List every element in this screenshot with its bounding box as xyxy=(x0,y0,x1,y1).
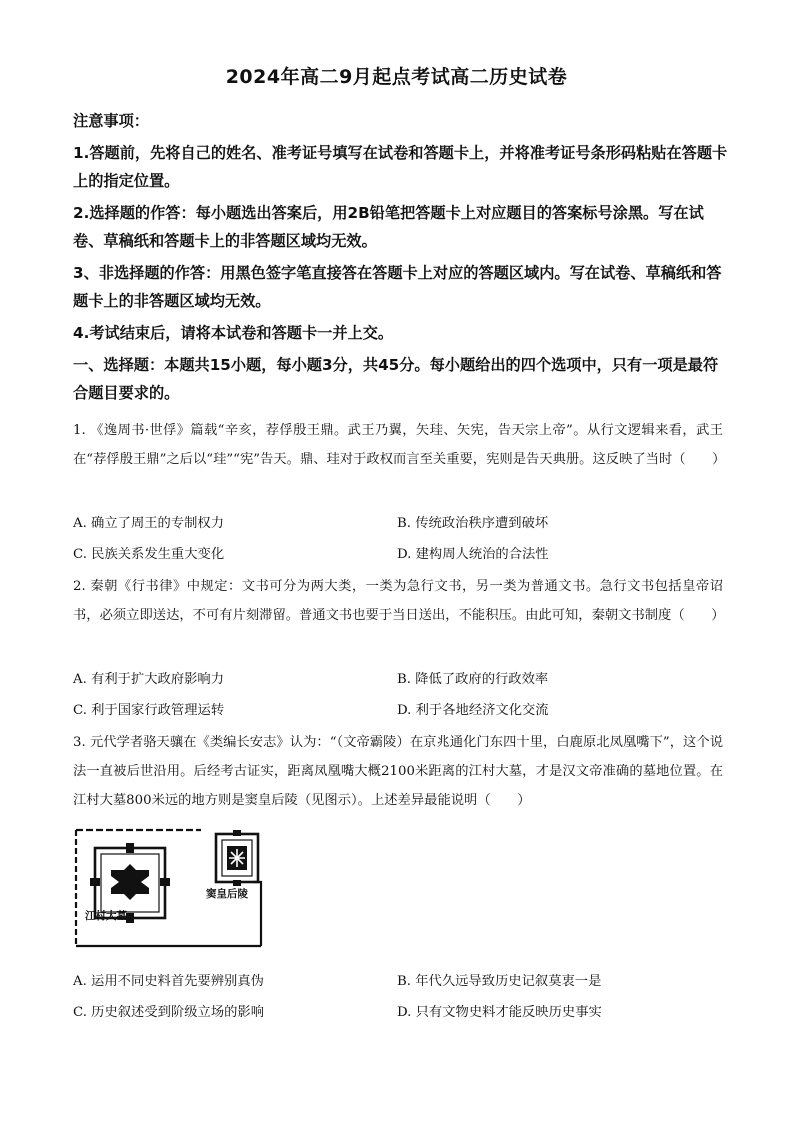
jiangcun-tomb-label: 江村大墓 xyxy=(85,910,127,922)
question-2-option-d: D. 利于各地经济文化交流 xyxy=(397,703,549,718)
question-1-option-a: A. 确立了周王的专制权力 xyxy=(73,516,225,531)
page-title: 2024年高二9月起点考试高二历史试卷 xyxy=(225,66,568,88)
question-2-option-b: B. 降低了政府的行政效率 xyxy=(397,672,549,687)
question-1-stem: 1. 《逸周书·世俘》篇载“辛亥，荐俘殷王鼎。武王乃翼，矢珪、矢宪，告天宗上帝”。从行文逻辑来看，武王在“荐俘殷王鼎”之后以“珪”“宪”告天。鼎、珪对于政权而言至关重要，宪则是告天典册。这反映了当时（ ） xyxy=(73,423,726,467)
question-3-options-row-1 xyxy=(73,970,723,990)
enclosure-right-wall xyxy=(253,882,261,946)
question-3-stem: 3. 元代学者骆天骧在《类编长安志》认为：“（文帝霸陵）在京兆通化门东四十里，白鹿原北凤凰嘴下”，这个说法一直被后世沿用。后经考古证实，距离凤凰嘴大概2100米距离的江村大墓，才是汉文帝准确的墓地位置。在江村大墓800米远的地方则是窦皇后陵（见图示）。上述差异最能说明（ ） xyxy=(73,735,723,808)
question-2-options-row-1 xyxy=(73,668,723,688)
question-1-option-d: D. 建构周人统治的合法性 xyxy=(397,547,549,562)
question-1-option-c: C. 民族关系发生重大变化 xyxy=(73,547,225,562)
question-1 xyxy=(73,416,726,474)
question-3-option-c: C. 历史叙述受到阶级立场的影响 xyxy=(73,1005,265,1020)
question-1-options-row-2 xyxy=(73,543,723,563)
empress-dou-tomb-label: 窦皇后陵 xyxy=(206,888,248,900)
question-3-options-row-2 xyxy=(73,1001,723,1021)
notice-item-1: 1.答题前，先将自己的姓名、准考证号填写在试卷和答题卡上，并将准考证号条形码粘贴在答题卡上的指定位置。 xyxy=(73,144,728,190)
notice-item-4: 4.考试结束后，请将本试卷和答题卡一并上交。 xyxy=(73,324,394,342)
question-2-stem: 2. 秦朝《行书律》中规定：文书可分为两大类，一类为急行文书，另一类为普通文书。急行文书包括皇帝诏书，必须立即送达，不可有片刻滞留。普通文书也要于当日送出，不能积压。由此可知，秦朝文书制度（ ） xyxy=(73,579,725,623)
notice-block xyxy=(73,107,728,407)
notice-item-3: 3、非选择题的作答：用黑色签字笔直接答在答题卡上对应的答题区域内。写在试卷、草稿纸和答题卡上的非答题区域均无效。 xyxy=(73,264,722,310)
question-1-option-b: B. 传统政治秩序遭到破坏 xyxy=(397,516,549,531)
question-2-options-row-2 xyxy=(73,699,723,719)
question-3-option-d: D. 只有文物史料才能反映历史事实 xyxy=(397,1005,602,1020)
section-heading: 一、选择题：本题共15小题，每小题3分，共45分。每小题给出的四个选项中，只有一项是最符合题目要求的。 xyxy=(73,356,719,402)
question-3-option-b: B. 年代久远导致历史记叙莫衷一是 xyxy=(397,974,602,989)
empress-dou-tomb-compound xyxy=(216,830,258,886)
question-3-option-a: A. 运用不同史料首先要辨别真伪 xyxy=(73,974,264,989)
tomb-site-diagram xyxy=(73,826,269,950)
question-1-options-row-1 xyxy=(73,512,723,532)
tomb-site-map xyxy=(73,826,269,950)
question-2-option-c: C. 利于国家行政管理运转 xyxy=(73,703,225,718)
notice-item-2: 2.选择题的作答：每小题选出答案后，用2B铅笔把答题卡上对应题目的答案标号涂黑。写在试卷、草稿纸和答题卡上的非答题区域均无效。 xyxy=(73,204,704,250)
question-2 xyxy=(73,572,723,630)
question-3 xyxy=(73,728,723,815)
notice-heading: 注意事项： xyxy=(73,112,149,130)
question-2-option-a: A. 有利于扩大政府影响力 xyxy=(73,672,225,687)
